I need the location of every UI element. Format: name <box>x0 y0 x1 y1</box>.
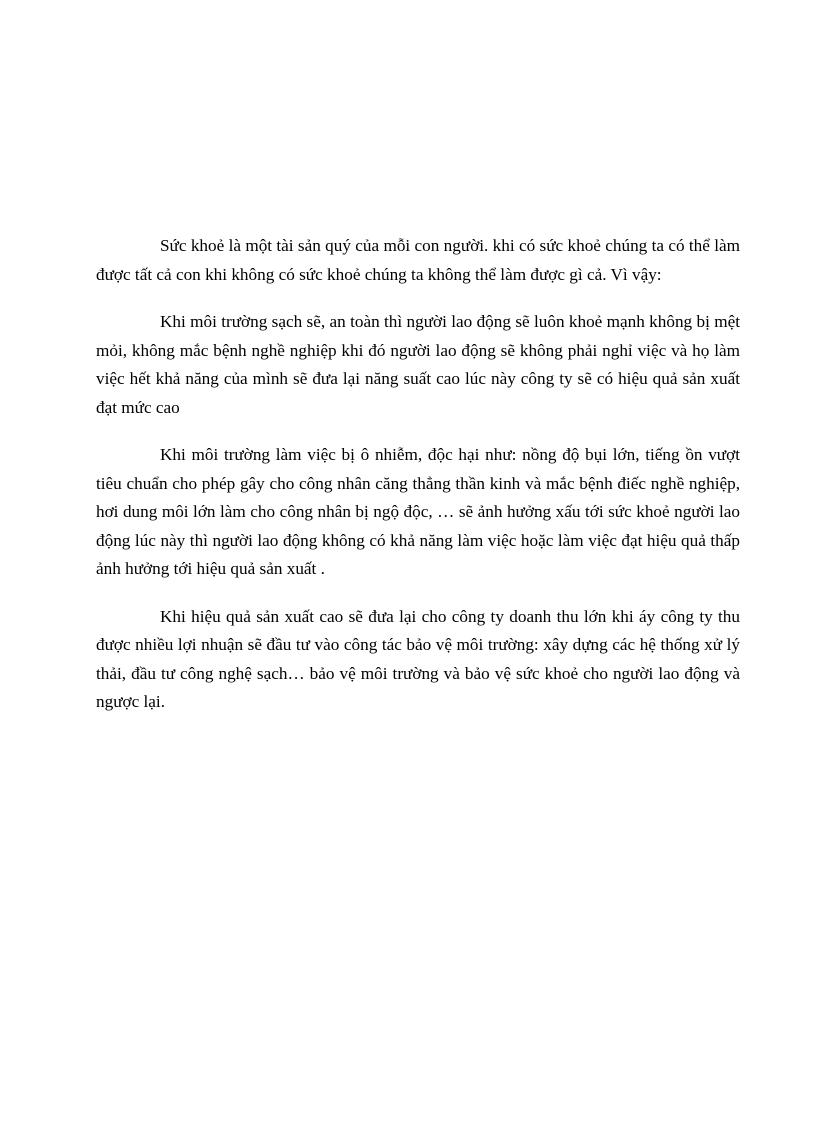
paragraph-polluted-environment: Khi môi trường làm việc bị ô nhiễm, độc hại như: nồng độ bụi lớn, tiếng ồn vượt tiêu chuẩn cho phép gây cho công nhân căng thẳng thần kinh và mắc bệnh điếc nghề nghiệp, hơi dung môi lớn làm cho công nhân bị ngộ độc, … sẽ ảnh hưởng xấu tới sức khoẻ người lao động lúc này thì người lao động không có khả năng làm việc hoặc làm việc đạt hiệu quả thấp ảnh hưởng tới hiệu quả sản xuất . <box>96 445 740 578</box>
document-body <box>96 232 740 736</box>
paragraph-health-value: Sức khoẻ là một tài sản quý của mỗi con người. khi có sức khoẻ chúng ta có thể làm được tất cả con khi không có sức khoẻ chúng ta không thể làm được gì cả. Vì vậy: <box>96 236 740 284</box>
paragraph-production-efficiency: Khi hiệu quả sản xuất cao sẽ đưa lại cho công ty doanh thu lớn khi áy công ty thu được nhiều lợi nhuận sẽ đầu tư vào công tác bảo vệ môi trường: xây dựng các hệ thống xử lý thải, đầu tư công nghệ sạch… bảo vệ môi trường và bảo vệ sức khoẻ cho người lao động và ngược lại. <box>96 606 740 711</box>
paragraph-clean-environment: Khi môi trường sạch sẽ, an toàn thì người lao động sẽ luôn khoẻ mạnh không bị mệt mỏi, không mắc bệnh nghề nghiệp khi đó người lao động sẽ không phải nghỉ việc và họ làm việc hết khả năng của mình sẽ đưa lại năng suất cao lúc này công ty sẽ có hiệu quả sản xuất đạt mức cao <box>96 312 740 417</box>
